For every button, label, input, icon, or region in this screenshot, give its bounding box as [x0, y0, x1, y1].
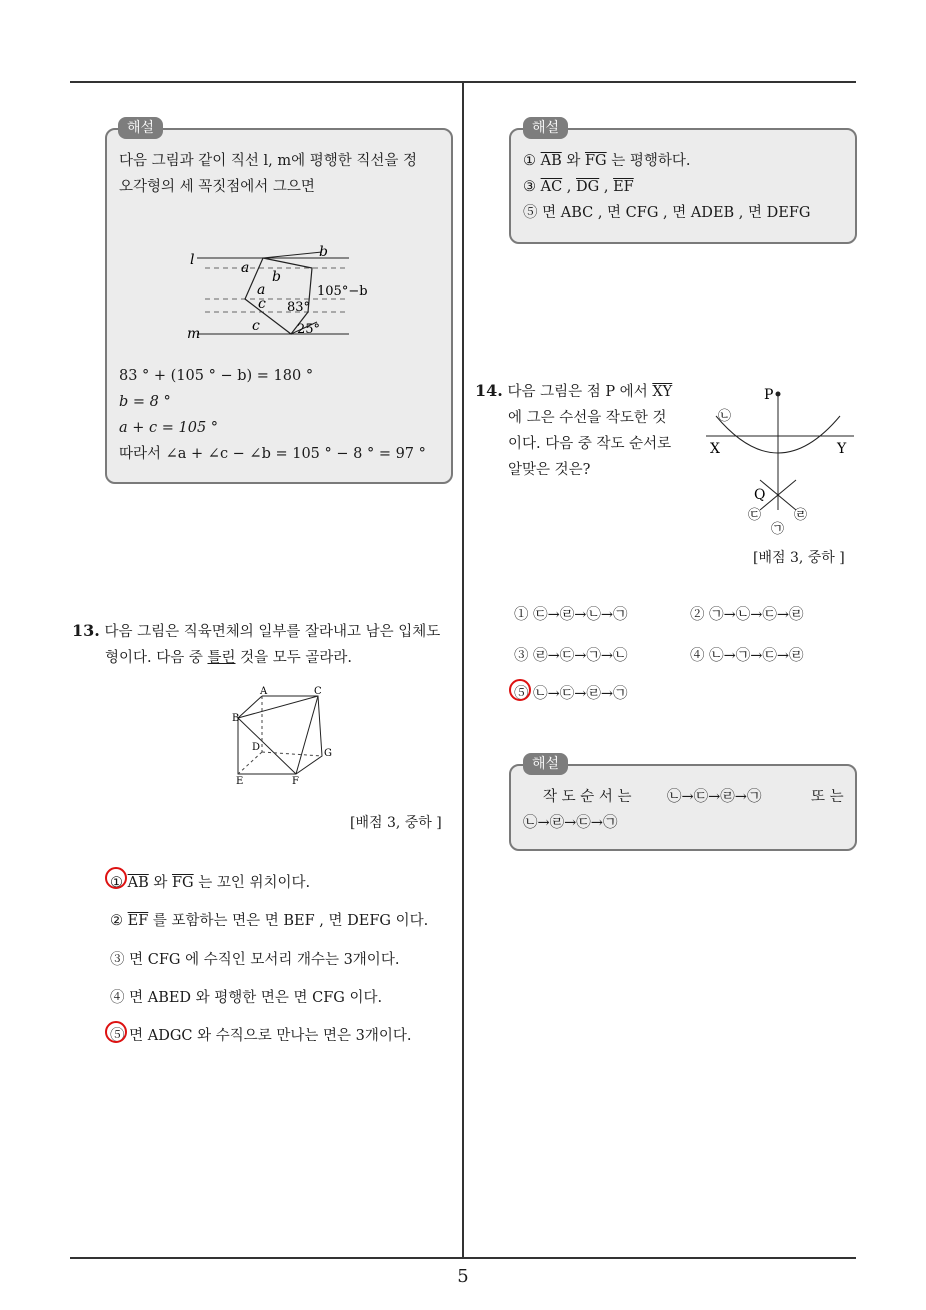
svg-text:P: P: [764, 387, 774, 403]
svg-text:b: b: [272, 269, 281, 285]
option-5[interactable]: ⑤ 면 ADGC 와 수직으로 만나는 면은 3개이다.: [110, 1028, 412, 1044]
equation-4: 따라서 ∠a + ∠c − ∠b = 105 ° − 8 ° = 97 °: [119, 446, 426, 462]
bottom-rule: [70, 1257, 856, 1259]
svg-text:A: A: [260, 686, 268, 697]
svg-text:Q: Q: [754, 487, 766, 503]
solution-box-cuboid: [509, 128, 857, 244]
question-number: 13.: [72, 621, 100, 640]
column-divider: [462, 83, 464, 1258]
page-number: 5: [457, 1266, 469, 1287]
option-2[interactable]: ② $\overline{EF}$ 를 포함하는 면은 면 BEF , 면 DEFG 이다.: [110, 913, 429, 929]
score-label: [배점 3, 중하 ]: [350, 815, 442, 831]
solution-tag: 해설: [523, 753, 568, 775]
solution13-line-3: ⑤ 면 ABC , 면 CFG , 면 ADEB , 면 DEFG: [523, 205, 811, 221]
score-label: [배점 3, 중하 ]: [753, 550, 845, 566]
question-number: 14.: [475, 381, 503, 400]
svg-text:X: X: [710, 441, 720, 457]
solution13-line-2: ③ $\overline{AC}$ , $\overline{DG}$ , $\overline{EF}$: [523, 179, 634, 195]
solution14-sequence-2: ㉡→㉣→㉢→㉠: [523, 815, 618, 831]
cuboid-figure: [228, 684, 338, 790]
svg-text:E: E: [236, 776, 244, 787]
svg-text:Y: Y: [837, 441, 847, 457]
equation-2: b = 8 °: [119, 394, 171, 410]
label-l: l: [190, 252, 195, 268]
pentagon-figure: [167, 238, 427, 348]
svg-text:83°: 83°: [287, 300, 311, 315]
svg-text:D: D: [252, 742, 261, 753]
svg-text:105°−b: 105°−b: [317, 284, 368, 299]
svg-text:a: a: [257, 282, 266, 298]
svg-text:㉢: ㉢: [748, 508, 762, 523]
svg-text:25°: 25°: [297, 322, 321, 337]
option-1[interactable]: ① $\overline{AB}$ 와 $\overline{FG}$ 는 꼬인 위치이다.: [110, 875, 311, 891]
option-1[interactable]: ① ㉢→㉣→㉡→㉠: [514, 607, 628, 623]
svg-text:B: B: [232, 713, 240, 724]
solution-box-pentagon: [105, 128, 453, 484]
svg-text:a: a: [241, 260, 250, 276]
solution14-sequence-1: ㉡→㉢→㉣→㉠: [667, 789, 762, 805]
svg-text:㉣: ㉣: [794, 508, 808, 523]
question-text-line-1: 다음 그림은 직육면체의 일부를 잘라내고 남은 입체도: [104, 624, 441, 640]
solution13-line-1: ① $\overline{AB}$ 와 $\overline{FG}$ 는 평행하다.: [523, 153, 691, 169]
solution-line-2: 오각형의 세 꼭짓점에서 그으면: [119, 179, 315, 195]
solution-tag: 해설: [118, 117, 163, 139]
svg-text:F: F: [292, 776, 299, 787]
solution14-word-2: 또 는: [811, 789, 844, 805]
equation-1: 83 ° + (105 ° − b) = 180 °: [119, 368, 314, 384]
svg-text:㉠: ㉠: [771, 522, 785, 537]
equation-3: a + c = 105 °: [119, 420, 219, 436]
underlined-word: 틀린: [207, 650, 236, 666]
solution-box-construction: [509, 764, 857, 851]
option-2[interactable]: ② ㉠→㉡→㉢→㉣: [690, 607, 804, 623]
solution-tag: 해설: [523, 117, 568, 139]
svg-text:㉡: ㉡: [718, 409, 732, 424]
svg-text:c: c: [258, 296, 266, 312]
solution-line-1: 다음 그림과 같이 직선 l, m에 평행한 직선을 정: [119, 153, 417, 169]
svg-text:c: c: [252, 318, 260, 334]
solution14-word-1: 작 도 순 서 는: [543, 789, 632, 805]
option-4[interactable]: ④ 면 ABED 와 평행한 면은 면 CFG 이다.: [110, 990, 383, 1006]
label-m: m: [187, 326, 201, 342]
svg-text:b: b: [319, 244, 328, 260]
option-3[interactable]: ③ 면 CFG 에 수직인 모서리 개수는 3개이다.: [110, 952, 400, 968]
option-3[interactable]: ③ ㉣→㉢→㉠→㉡: [514, 648, 628, 664]
svg-text:G: G: [324, 748, 332, 759]
svg-text:C: C: [314, 686, 322, 697]
answer-mark-1: [105, 867, 127, 889]
answer-mark-5: [509, 679, 531, 701]
option-5[interactable]: ⑤ ㉡→㉢→㉣→㉠: [514, 686, 628, 702]
option-4[interactable]: ④ ㉡→㉠→㉢→㉣: [690, 648, 804, 664]
question-13: 13. 다음 그림은 직육면체의 일부를 잘라내고 남은 입체도 형이다. 다음 중 틀린 것을 모두 골라라.: [72, 621, 441, 666]
question-14: 14. 다음 그림은 점 P 에서 $\overline{XY}$ 에 그은 수선을 작도한 것 이다. 다음 중 작도 순서로 알맞은 것은?: [475, 381, 673, 478]
perpendicular-construction-figure: [700, 380, 860, 540]
answer-mark-5: [105, 1021, 127, 1043]
